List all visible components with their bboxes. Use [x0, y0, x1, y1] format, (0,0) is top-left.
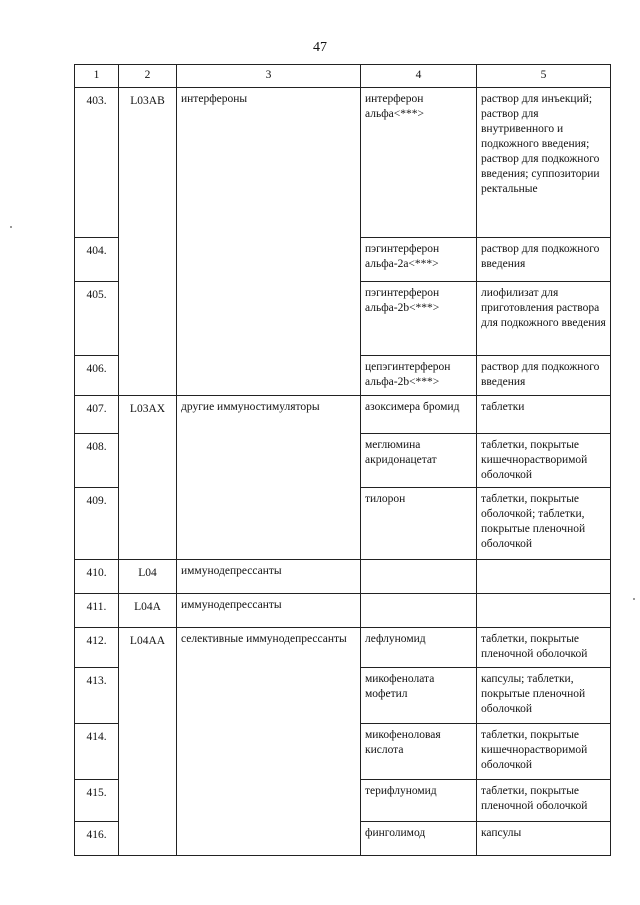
- drug-name: пэгинтерферон альфа-2b<***>: [361, 282, 477, 356]
- dosage-form: раствор для инъекций; раствор для внутривенного и подкожного введения; раствор для подкожного введения; суппозитории ректальные: [477, 88, 611, 238]
- dosage-form: лиофилизат для приготовления раствора для подкожного введения: [477, 282, 611, 356]
- row-number: 416.: [75, 822, 119, 856]
- atc-code: L04A: [119, 594, 177, 628]
- header-col-5: 5: [477, 65, 611, 88]
- table-row: [75, 628, 611, 668]
- drug-name: тилорон: [361, 488, 477, 560]
- group-name: интерфероны: [177, 88, 361, 396]
- dosage-form: таблетки, покрытые кишечнорастворимой оболочкой: [477, 434, 611, 488]
- group-name: иммунодепрессанты: [177, 560, 361, 594]
- header-row: [75, 65, 611, 88]
- drug-name: интерферон альфа<***>: [361, 88, 477, 238]
- dosage-form: раствор для подкожного введения: [477, 356, 611, 396]
- header-col-1: 1: [75, 65, 119, 88]
- atc-code: L04AA: [119, 628, 177, 856]
- drug-name: микофеноловая кислота: [361, 724, 477, 780]
- drug-name: меглюмина акридонацетат: [361, 434, 477, 488]
- group-name: селективные иммунодепрессанты: [177, 628, 361, 856]
- row-number: 414.: [75, 724, 119, 780]
- table-row: [75, 88, 611, 238]
- dosage-form: капсулы; таблетки, покрытые пленочной оболочкой: [477, 668, 611, 724]
- drug-name: [361, 560, 477, 594]
- header-col-4: 4: [361, 65, 477, 88]
- row-number: 410.: [75, 560, 119, 594]
- scan-speck: [10, 226, 12, 228]
- row-number: 413.: [75, 668, 119, 724]
- dosage-form: таблетки, покрытые оболочкой; таблетки, покрытые пленочной оболочкой: [477, 488, 611, 560]
- drug-name: терифлуномид: [361, 780, 477, 822]
- row-number: 406.: [75, 356, 119, 396]
- dosage-form: таблетки, покрытые пленочной оболочкой: [477, 780, 611, 822]
- drug-table: [74, 64, 611, 856]
- drug-name: финголимод: [361, 822, 477, 856]
- atc-code: L04: [119, 560, 177, 594]
- table-row: [75, 594, 611, 628]
- drug-name: пэгинтерферон альфа-2а<***>: [361, 238, 477, 282]
- row-number: 411.: [75, 594, 119, 628]
- row-number: 408.: [75, 434, 119, 488]
- row-number: 415.: [75, 780, 119, 822]
- dosage-form: таблетки, покрытые кишечнорастворимой оболочкой: [477, 724, 611, 780]
- drug-name: цепэгинтерферон альфа-2b<***>: [361, 356, 477, 396]
- drug-name: азоксимера бромид: [361, 396, 477, 434]
- row-number: 407.: [75, 396, 119, 434]
- header-col-2: 2: [119, 65, 177, 88]
- drug-name: лефлуномид: [361, 628, 477, 668]
- dosage-form: таблетки: [477, 396, 611, 434]
- drug-name: микофенолата мофетил: [361, 668, 477, 724]
- dosage-form: таблетки, покрытые пленочной оболочкой: [477, 628, 611, 668]
- row-number: 403.: [75, 88, 119, 238]
- dosage-form: капсулы: [477, 822, 611, 856]
- atc-code: L03AX: [119, 396, 177, 560]
- row-number: 404.: [75, 238, 119, 282]
- row-number: 412.: [75, 628, 119, 668]
- dosage-form: [477, 560, 611, 594]
- row-number: 405.: [75, 282, 119, 356]
- page-number: 47: [313, 40, 327, 55]
- header-col-3: 3: [177, 65, 361, 88]
- table-row: [75, 560, 611, 594]
- dosage-form: [477, 594, 611, 628]
- atc-code: L03AB: [119, 88, 177, 396]
- group-name: иммунодепрессанты: [177, 594, 361, 628]
- drug-name: [361, 594, 477, 628]
- row-number: 409.: [75, 488, 119, 560]
- dosage-form: раствор для подкожного введения: [477, 238, 611, 282]
- group-name: другие иммуностимуляторы: [177, 396, 361, 560]
- scan-speck: [633, 598, 635, 600]
- table-row: [75, 396, 611, 434]
